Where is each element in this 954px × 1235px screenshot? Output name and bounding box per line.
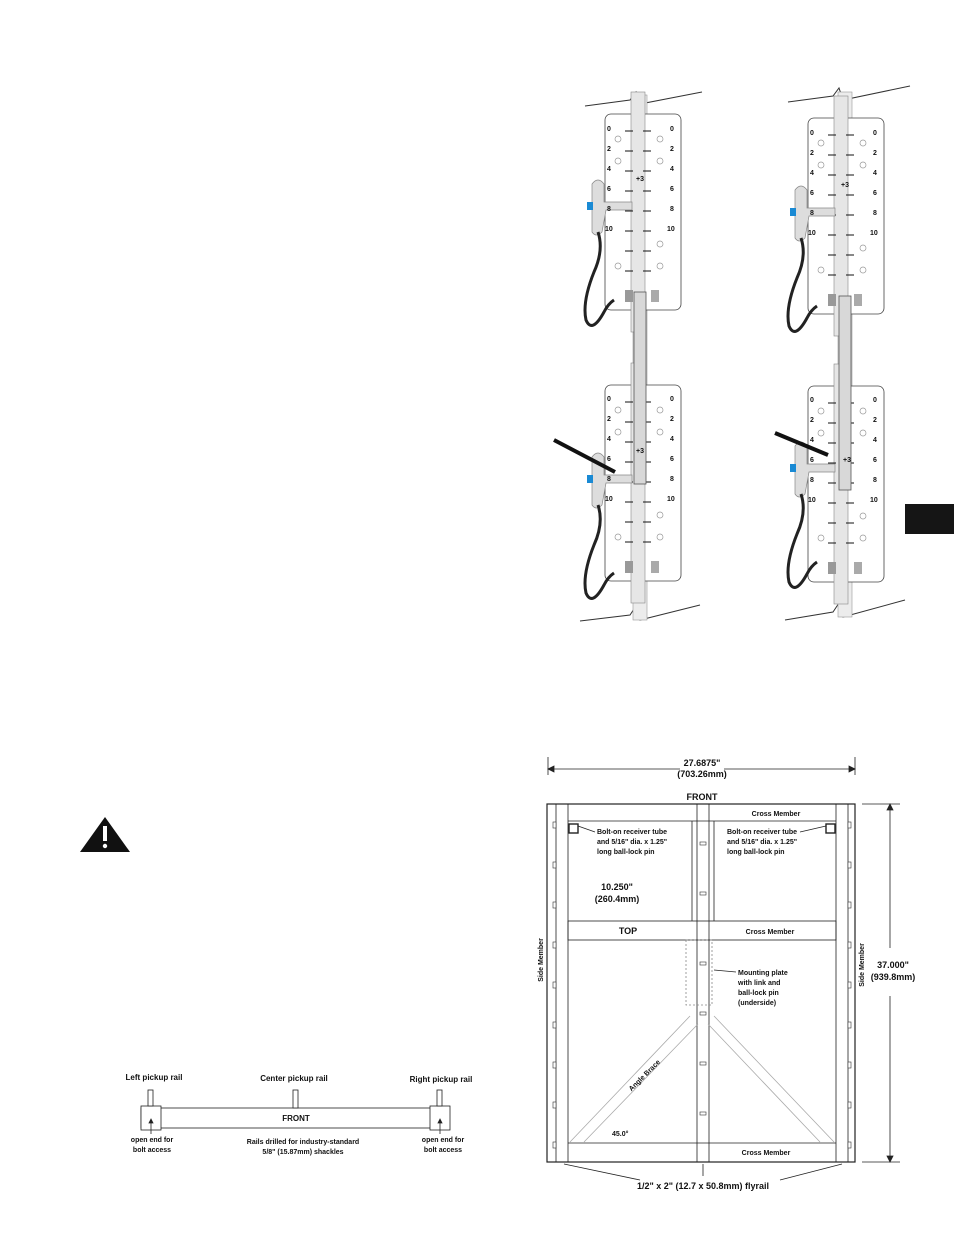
- side-member-right-label: Side Member: [859, 943, 866, 987]
- mounting-plate-line4: (underside): [738, 1000, 777, 1007]
- scale-right-p1-2: 2: [670, 146, 674, 153]
- open-right-line2: bolt access: [423, 1147, 463, 1154]
- scale-left-p4-8: 8: [810, 477, 814, 484]
- scale-right-p2-0: 0: [670, 396, 674, 403]
- cross-member-mid-label: Cross Member: [745, 929, 795, 936]
- scale-left-p1-0: 0: [607, 126, 611, 133]
- scale-left-p3-2: 2: [810, 150, 814, 157]
- scale-left-p4-0: 0: [810, 397, 814, 404]
- warning-icon: [80, 817, 130, 852]
- scale-left-p4-6: 6: [810, 457, 814, 464]
- scale-right-p4-10: 10: [870, 497, 878, 504]
- scale-right-p3-8: 8: [873, 210, 877, 217]
- receiver-right-line3: long ball-lock pin: [727, 849, 785, 856]
- flyrail-label: 1/2" x 2" (12.7 x 50.8mm) flyrail: [636, 1181, 770, 1191]
- right-pickup-rail-label: Right pickup rail: [409, 1075, 473, 1084]
- mounting-plate-line2: with link and: [738, 980, 781, 987]
- scale-left-p3-0: 0: [810, 130, 814, 137]
- scale-right-p1-10: 10: [667, 226, 675, 233]
- scale-right-p4-4: 4: [873, 437, 877, 444]
- height-in: 37.000": [877, 960, 909, 970]
- scale-left-p4-2: 2: [810, 417, 814, 424]
- open-left-line1: open end for: [130, 1137, 174, 1144]
- scale-right-p2-6: 6: [670, 456, 674, 463]
- open-left-line2: bolt access: [132, 1147, 172, 1154]
- frame-width-in: 27.6875": [683, 758, 721, 768]
- scale-left-p1-10: 10: [605, 226, 613, 233]
- scale-left-p3-6: 6: [810, 190, 814, 197]
- receiver-left-line2: and 5/16" dia. x 1.25": [597, 839, 668, 846]
- scale-left-p3-8: 8: [810, 210, 814, 217]
- offset-p4: +3: [843, 457, 851, 464]
- receiver-left-line3: long ball-lock pin: [597, 849, 655, 856]
- side-member-left-label: Side Member: [538, 938, 545, 982]
- depth-in: 10.250": [601, 882, 633, 892]
- angle-label: 45.0°: [612, 1131, 629, 1138]
- offset-p1: +3: [636, 176, 644, 183]
- height-mm: (939.8mm): [870, 972, 916, 982]
- scale-right-p3-4: 4: [873, 170, 877, 177]
- scale-left-p1-8: 8: [607, 206, 611, 213]
- scale-left-p2-8: 8: [607, 476, 611, 483]
- scale-left-p1-6: 6: [607, 186, 611, 193]
- scale-right-p2-10: 10: [667, 496, 675, 503]
- scale-left-p4-10: 10: [808, 497, 816, 504]
- open-right-line1: open end for: [421, 1137, 465, 1144]
- scale-right-p1-6: 6: [670, 186, 674, 193]
- left-pickup-rail-label: Left pickup rail: [125, 1073, 183, 1082]
- scale-right-p1-4: 4: [670, 166, 674, 173]
- scale-right-p3-10: 10: [870, 230, 878, 237]
- offset-p3: +3: [841, 182, 849, 189]
- offset-p2: +3: [636, 448, 644, 455]
- scale-right-p2-8: 8: [670, 476, 674, 483]
- pickup-front-label: FRONT: [282, 1114, 310, 1123]
- rails-note-line2: 5/8" (15.87mm) shackles: [262, 1149, 344, 1156]
- scale-left-p1-4: 4: [607, 166, 611, 173]
- scale-right-p1-8: 8: [670, 206, 674, 213]
- scale-right-p2-2: 2: [670, 416, 674, 423]
- frame-front-label: FRONT: [686, 792, 718, 802]
- mounting-plate-line3: ball-lock pin: [738, 990, 779, 997]
- receiver-right-line1: Bolt-on receiver tube: [727, 829, 798, 836]
- scale-right-p4-2: 2: [873, 417, 877, 424]
- scale-left-p1-2: 2: [607, 146, 611, 153]
- scale-left-p3-10: 10: [808, 230, 816, 237]
- scale-right-p3-6: 6: [873, 190, 877, 197]
- cross-member-top-label: Cross Member: [751, 811, 801, 818]
- center-pickup-rail-label: Center pickup rail: [260, 1074, 328, 1083]
- scale-left-p2-4: 4: [607, 436, 611, 443]
- depth-mm: (260.4mm): [594, 894, 640, 904]
- scale-left-p4-4: 4: [810, 437, 814, 444]
- receiver-right-line2: and 5/16" dia. x 1.25": [727, 839, 798, 846]
- scale-right-p4-8: 8: [873, 477, 877, 484]
- scale-left-p2-6: 6: [607, 456, 611, 463]
- mounting-plate-line1: Mounting plate: [738, 970, 788, 977]
- scale-right-p4-0: 0: [873, 397, 877, 404]
- scale-right-p1-0: 0: [670, 126, 674, 133]
- receiver-left-line1: Bolt-on receiver tube: [597, 829, 668, 836]
- rails-note-line1: Rails drilled for industry-standard: [246, 1139, 360, 1146]
- angle-brace-label: Angle Brace: [628, 1059, 662, 1093]
- scale-right-p4-6: 6: [873, 457, 877, 464]
- scale-left-p2-2: 2: [607, 416, 611, 423]
- top-label: TOP: [618, 926, 638, 936]
- scale-left-p2-0: 0: [607, 396, 611, 403]
- frame-width-mm: (703.26mm): [677, 769, 727, 779]
- scale-right-p3-0: 0: [873, 130, 877, 137]
- scale-left-p3-4: 4: [810, 170, 814, 177]
- cross-member-bottom-label: Cross Member: [741, 1150, 791, 1157]
- scale-left-p2-10: 10: [605, 496, 613, 503]
- scale-right-p3-2: 2: [873, 150, 877, 157]
- scale-right-p2-4: 4: [670, 436, 674, 443]
